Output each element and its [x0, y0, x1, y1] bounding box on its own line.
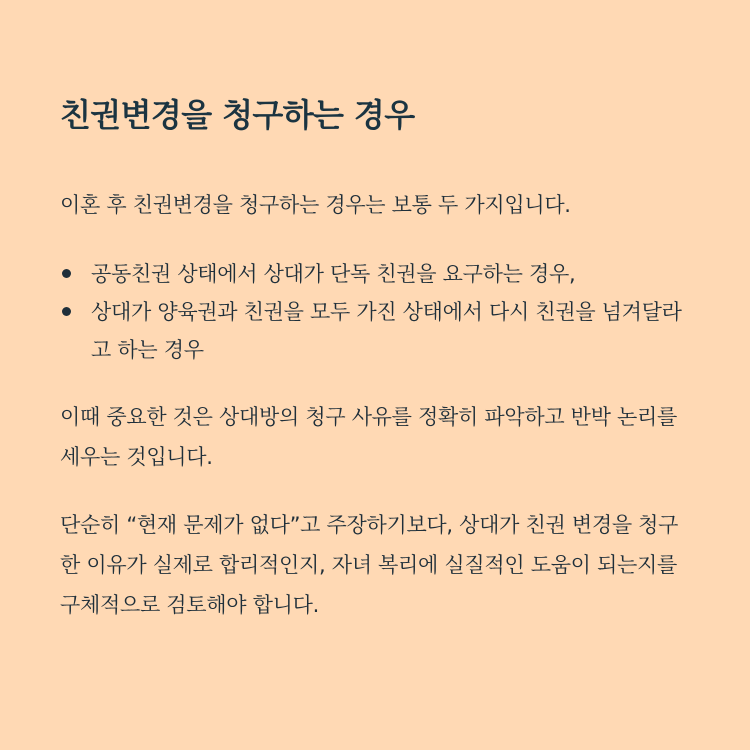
- body-paragraph: 이때 중요한 것은 상대방의 청구 사유를 정확히 파악하고 반박 논리를 세우는 것입니다.: [60, 405, 677, 469]
- bullet-icon: [62, 307, 71, 316]
- case-list: [60, 255, 690, 369]
- list-item: [60, 255, 690, 293]
- list-item: [60, 293, 690, 369]
- list-item-text: 공동친권 상태에서 상대가 단독 친권을 요구하는 경우,: [91, 262, 576, 286]
- list-item-text: 상대가 양육권과 친권을 모두 가진 상태에서 다시 친권을 넘겨달라고 하는 경우: [91, 300, 682, 362]
- bullet-icon: [62, 269, 71, 278]
- page-title: 친권변경을 청구하는 경우: [60, 96, 415, 134]
- body-paragraph: 단순히 “현재 문제가 없다”고 주장하기보다, 상대가 친권 변경을 청구한 이유가 실제로 합리적인지, 자녀 복리에 실질적인 도움이 되는지를 구체적으로 검토해야 합니다.: [60, 513, 679, 617]
- intro-text: 이혼 후 친권변경을 청구하는 경우는 보통 두 가지입니다.: [60, 193, 571, 217]
